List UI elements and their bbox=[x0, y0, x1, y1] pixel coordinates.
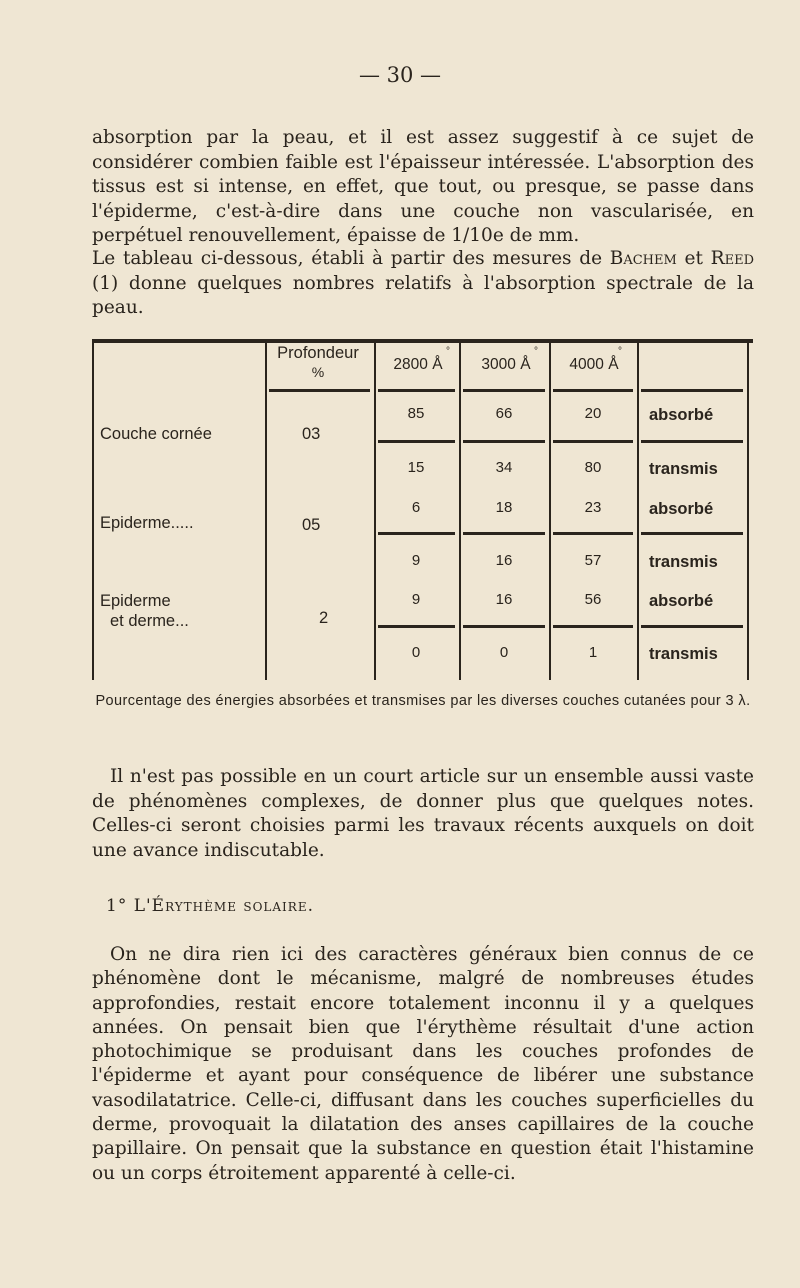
rule bbox=[553, 532, 633, 535]
intro-rest: donne quelques nombres relatifs à l'absorption spectrale de la peau. bbox=[92, 272, 754, 318]
col-divider bbox=[549, 343, 551, 680]
depth-couche-cornee: 03 bbox=[302, 425, 321, 443]
rule bbox=[378, 625, 455, 628]
value-3000: 34 bbox=[495, 459, 513, 476]
table-left-border bbox=[92, 343, 94, 680]
rule bbox=[641, 440, 743, 443]
value-2800: 9 bbox=[411, 591, 421, 608]
value-2800: 85 bbox=[407, 405, 425, 422]
footnote-ref: (1) bbox=[92, 272, 119, 294]
value-type: transmis bbox=[649, 460, 718, 478]
value-2800: 6 bbox=[411, 499, 421, 516]
intro-text: Le tableau ci-dessous, établi à partir des mesures de bbox=[92, 248, 603, 269]
header-4000 bbox=[554, 348, 634, 374]
value-type: transmis bbox=[649, 553, 718, 571]
header-depth-unit: % bbox=[311, 364, 325, 380]
rule bbox=[378, 440, 455, 443]
table-caption: Pourcentage des énergies absorbées et transmises par les diverses couches cutanées pour 3 λ. bbox=[95, 693, 751, 709]
author-bachem: Bachem bbox=[609, 248, 677, 269]
value-4000: 80 bbox=[584, 459, 602, 476]
value-4000: 57 bbox=[584, 552, 602, 569]
rule bbox=[641, 625, 743, 628]
ring-mark: ° bbox=[534, 346, 538, 357]
value-4000: 56 bbox=[584, 591, 602, 608]
header-depth bbox=[258, 344, 378, 382]
rule bbox=[641, 532, 743, 535]
depth-epiderme-derme: 2 bbox=[319, 609, 329, 627]
value-4000: 20 bbox=[584, 405, 602, 422]
rule bbox=[553, 389, 633, 392]
absorption-table bbox=[92, 339, 753, 680]
table-right-border bbox=[747, 343, 749, 680]
value-type: absorbé bbox=[649, 406, 714, 424]
header-depth-label: Profondeur bbox=[277, 344, 359, 362]
value-3000: 66 bbox=[495, 405, 513, 422]
header-2800-label: 2800 Å bbox=[393, 356, 443, 373]
paragraph-table-intro bbox=[92, 247, 754, 321]
rule bbox=[463, 532, 545, 535]
paragraph-intro: absorption par la peau, et il est assez suggestif à ce sujet de considérer combien faible est l'épaisseur intéressée. L'absorption des tissus est si intense, en effet, que tout, ou presque, se passe dans l'épiderme, c'est-à-dire dans une couche non vascularisée, en perpétuel renouvellement, épaisse de 1/10e de mm. bbox=[92, 127, 754, 246]
section-title: 1° L'Érythème solaire. bbox=[106, 896, 314, 916]
page-number: — 30 — bbox=[358, 63, 442, 87]
col-divider bbox=[265, 343, 267, 680]
value-4000: 1 bbox=[588, 644, 598, 661]
value-type: absorbé bbox=[649, 592, 714, 610]
rule bbox=[463, 389, 545, 392]
rule bbox=[641, 389, 743, 392]
col-divider bbox=[459, 343, 461, 680]
row-label-epiderme: Epiderme..... bbox=[100, 514, 194, 532]
table-top-rule bbox=[92, 339, 753, 343]
rule bbox=[553, 625, 633, 628]
ring-mark: ° bbox=[618, 346, 622, 357]
rule bbox=[463, 440, 545, 443]
header-3000 bbox=[466, 348, 546, 374]
col-divider bbox=[637, 343, 639, 680]
ring-mark: ° bbox=[446, 346, 450, 357]
depth-epiderme: 05 bbox=[302, 516, 321, 534]
row-label-epiderme-derme bbox=[100, 591, 189, 631]
value-2800: 9 bbox=[411, 552, 421, 569]
value-3000: 16 bbox=[495, 591, 513, 608]
header-2800 bbox=[378, 348, 458, 374]
header-3000-label: 3000 Å bbox=[481, 356, 531, 373]
value-3000: 0 bbox=[499, 644, 509, 661]
row-label-line-2: et derme... bbox=[110, 612, 189, 630]
paragraph-erytheme: On ne dira rien ici des caractères généraux bien connus de ce phénomène dont le mécanisme, malgré de nombreuses études approfondies, restait encore totalement inconnu il y a quelques années. On pensait bien que l'érythème résultait d'une action photochimique se produisant dans les couches profondes de l'épiderme et ayant pour conséquence de libérer une substance vasodilatatrice. Celle-ci, diffusant dans les couches superficielles du derme, provoquait la dilatation des anses capillaires de la couche papillaire. On pensait que la substance en question était l'histamine ou un corps étroitement apparenté à celle-ci. bbox=[92, 944, 754, 1184]
value-type: transmis bbox=[649, 645, 718, 663]
value-2800: 0 bbox=[411, 644, 421, 661]
value-4000: 23 bbox=[584, 499, 602, 516]
header-4000-label: 4000 Å bbox=[569, 356, 619, 373]
value-3000: 18 bbox=[495, 499, 513, 516]
value-type: absorbé bbox=[649, 500, 714, 518]
rule bbox=[378, 532, 455, 535]
col-divider bbox=[374, 343, 376, 680]
rule bbox=[269, 389, 370, 392]
row-label-couche-cornee: Couche cornée bbox=[100, 425, 212, 443]
author-reed: Reed bbox=[710, 248, 754, 269]
paragraph-notes: Il n'est pas possible en un court article sur un ensemble aussi vaste de phénomènes complexes, de donner plus que quelques notes. Celles-ci seront choisies parmi les travaux récents auxquels on doit une avance indiscutable. bbox=[92, 766, 754, 861]
row-label-line-1: Epiderme bbox=[100, 592, 171, 610]
conjunction: et bbox=[684, 248, 703, 269]
rule bbox=[553, 440, 633, 443]
rule bbox=[463, 625, 545, 628]
value-3000: 16 bbox=[495, 552, 513, 569]
rule bbox=[378, 389, 455, 392]
value-2800: 15 bbox=[407, 459, 425, 476]
